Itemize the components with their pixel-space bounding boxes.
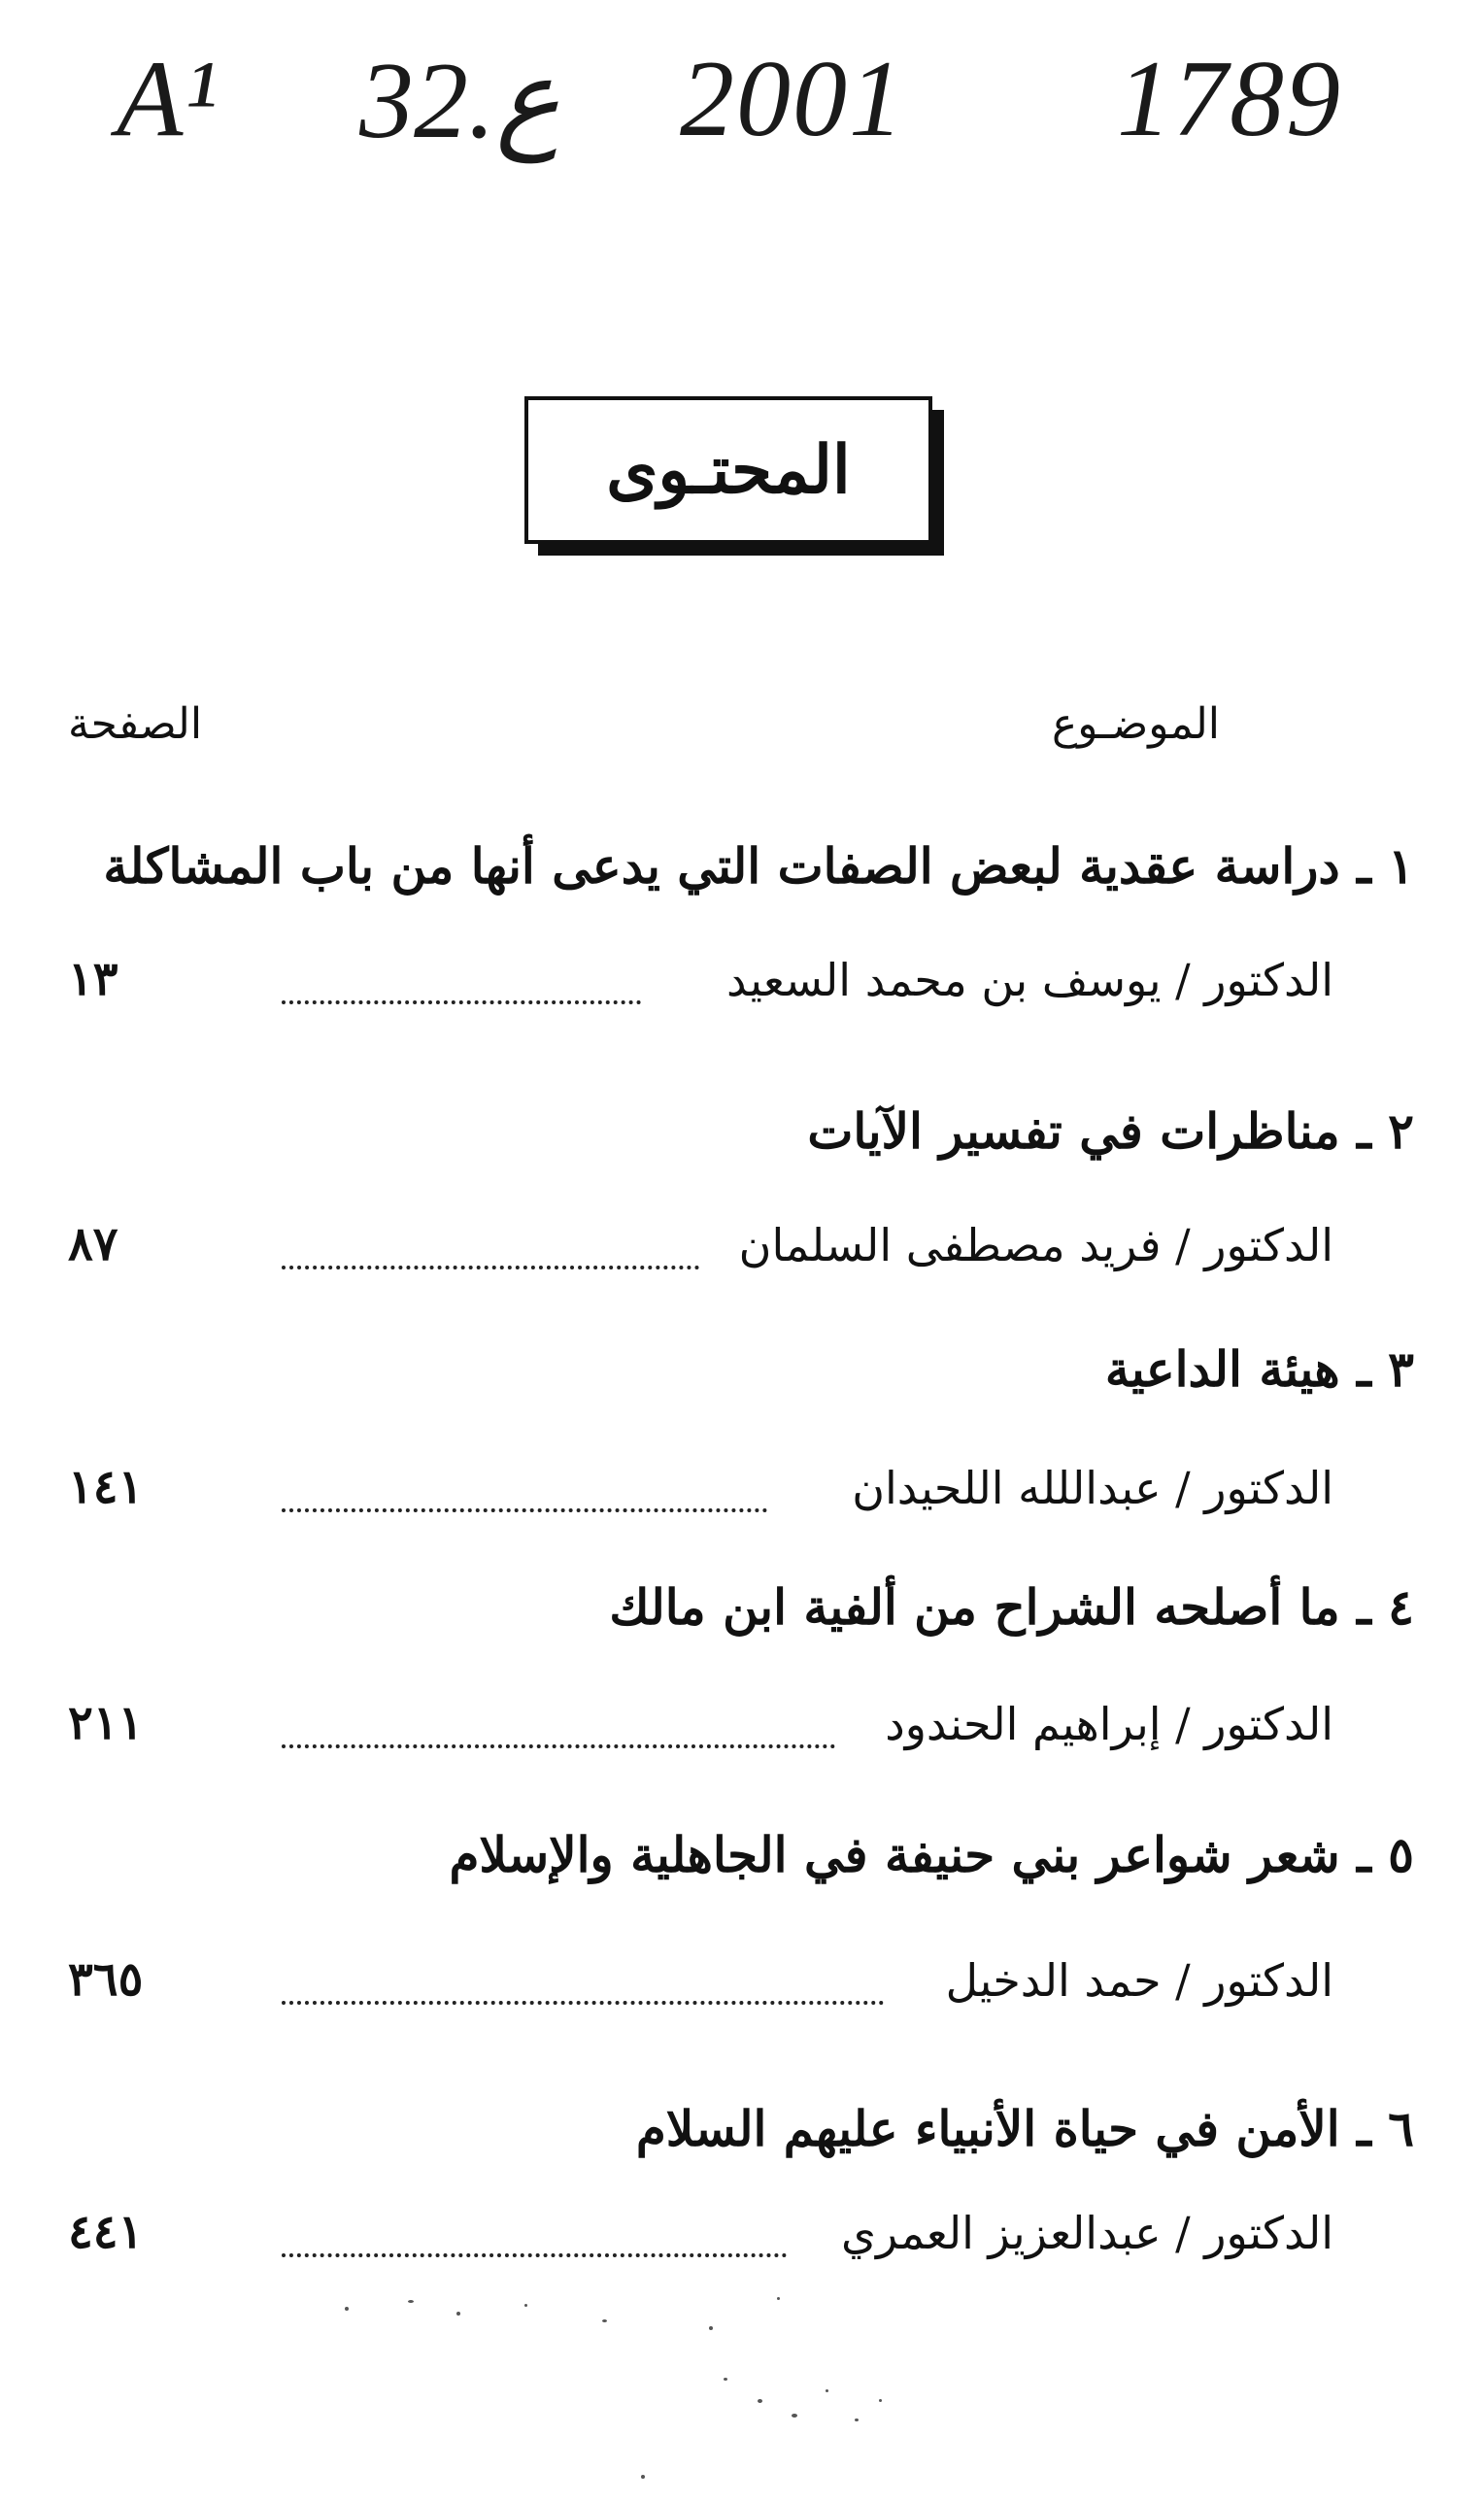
scan-speck — [408, 2300, 414, 2303]
scan-speck — [777, 2297, 780, 2300]
leader-dots — [282, 2001, 884, 2005]
scan-speck — [602, 2319, 607, 2322]
toc-entry-author: الدكتور / عبدالعزيز العمري — [840, 2207, 1333, 2259]
leader-dots — [282, 1266, 699, 1269]
scan-speck — [758, 2399, 762, 2403]
toc-entry-author: الدكتور / يوسف بن محمد السعيد — [726, 954, 1333, 1006]
handwritten-part: 2001 — [680, 39, 905, 159]
leader-dots — [282, 2253, 787, 2257]
handwritten-catalog-note — [117, 37, 1399, 183]
leader-dots — [282, 1000, 641, 1004]
toc-entry-page: ٤٤١ — [68, 2205, 144, 2259]
toc-entry-author: الدكتور / عبداللله اللحيدان — [852, 1462, 1333, 1514]
toc-entry-title: ٦ ـ الأمن في حياة الأنبياء عليهم السلام — [635, 2100, 1414, 2157]
page-title: المحتـوى — [524, 396, 932, 544]
toc-entry-title: ٢ ـ مناظرات في تفسير الآيات — [807, 1102, 1414, 1160]
leader-dots — [282, 1508, 767, 1512]
scan-speck — [855, 2418, 859, 2421]
column-header-topic: الموضـوع — [1051, 699, 1220, 749]
toc-entry-author: الدكتور / حمد الدخيل — [945, 1954, 1333, 2007]
toc-entry-author: الدكتور / إبراهيم الحندود — [885, 1698, 1333, 1750]
toc-entry-page: ١٤١ — [68, 1460, 144, 1514]
toc-entry-author: الدكتور / فريد مصطفى السلمان — [738, 1219, 1333, 1271]
toc-entry-page: ٢١١ — [68, 1696, 144, 1750]
scan-speck — [456, 2312, 460, 2316]
scan-speck — [792, 2414, 797, 2418]
scan-speck — [879, 2399, 882, 2402]
scan-speck — [524, 2304, 527, 2307]
handwritten-part: A¹ — [117, 39, 219, 159]
title-frame — [524, 396, 948, 561]
column-header-page: الصفحة — [68, 699, 203, 749]
toc-entry-page: ٨٧ — [68, 1217, 118, 1271]
leader-dots — [282, 1744, 835, 1748]
scan-speck — [724, 2378, 727, 2381]
scan-speck — [641, 2475, 645, 2479]
toc-entry-page: ٣٦٥ — [68, 1952, 144, 2007]
toc-entry-title: ٤ ـ ما أصلحه الشراح من ألفية ابن مالك — [609, 1578, 1414, 1636]
scan-speck — [709, 2326, 713, 2330]
handwritten-part: 1789 — [1117, 39, 1342, 159]
toc-entry-title: ١ ـ دراسة عقدية لبعض الصفات التي يدعى أنها من باب المشاكلة — [103, 837, 1414, 895]
scan-speck — [345, 2307, 349, 2311]
toc-entry-title: ٣ ـ هيئة الداعية — [1104, 1340, 1414, 1398]
toc-entry-title: ٥ ـ شعر شواعر بني حنيفة في الجاهلية والإسلام — [449, 1826, 1414, 1883]
toc-entry-page: ١٣ — [68, 952, 118, 1006]
handwritten-part: 32.ع — [359, 41, 560, 161]
scan-speck — [826, 2389, 828, 2392]
